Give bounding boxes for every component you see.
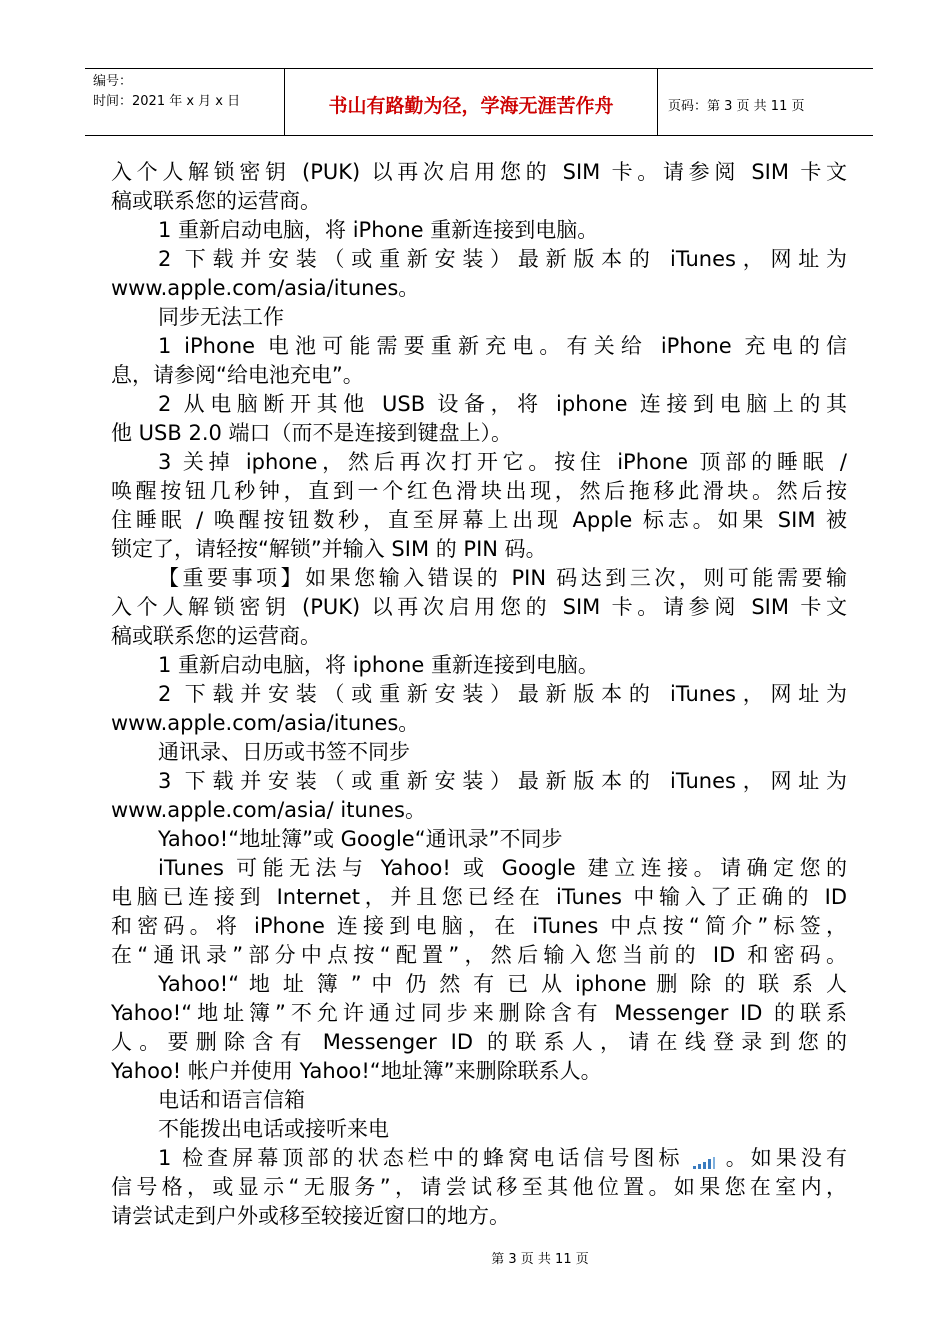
text-line: Yahoo!“ 地 址 簿 ” 中 仍 然 有 已 从 iphone 删 除 的 联 系 人 (158, 972, 847, 996)
text-line: Yahoo!“地址簿”不允许通过同步来删除含有 Messenger ID 的联系 (111, 1001, 847, 1025)
text-line: Yahoo! 帐户并使用 Yahoo!“地址簿”来删除联系人。 (111, 1059, 602, 1083)
text-line: 稿或联系您的运营商。 (111, 624, 321, 648)
text-line: 1 重新启动电脑，将 iPhone 重新连接到电脑。 (158, 218, 599, 242)
text-line: 住睡眠 / 唤醒按钮数秒，直至屏幕上出现 Apple 标志。如果 SIM 被 (111, 508, 847, 532)
text-line: 信号格，或显示“无服务”，请尝试移至其他位置。如果您在室内， (111, 1175, 847, 1199)
signal-line (111, 1144, 847, 1173)
header-page-label: 页码：第 3 页 共 11 页 (668, 98, 805, 114)
document-body (111, 158, 847, 1231)
header-meta-cell (85, 69, 285, 135)
text-line: 电脑已连接到 Internet，并且您已经在 iTunes 中输入了正确的 ID (111, 885, 847, 909)
signal-line-before: 1 检查屏幕顶部的状态栏中的蜂窝电话信号图标 (158, 1146, 684, 1170)
text-line: 稿或联系您的运营商。 (111, 189, 321, 213)
text-line: www.apple.com/asia/itunes。 (111, 711, 420, 735)
text-line: 2 下载并安装（或重新安装）最新版本的 iTunes，网址为 (158, 247, 847, 271)
cellular-signal-icon (692, 1149, 716, 1163)
text-line: 入个人解锁密钥 (PUK) 以再次启用您的 SIM 卡。请参阅 SIM 卡文 (111, 595, 847, 619)
text-line: 通讯录、日历或书签不同步 (158, 740, 410, 764)
page-footer: 第 3 页 共 11 页 (491, 1252, 589, 1267)
text-line: 1 iPhone 电池可能需要重新充电。有关给 iPhone 充电的信 (158, 334, 847, 358)
text-line: 请尝试走到户外或移至较接近窗口的地方。 (111, 1204, 510, 1228)
tail-lines (111, 1173, 847, 1231)
header-time-label: 时间：2021 年 x 月 x 日 (93, 94, 241, 109)
text-line: iTunes 可能无法与 Yahoo! 或 Google 建立连接。请确定您的 (158, 856, 847, 880)
text-line: 2 下载并安装（或重新安装）最新版本的 iTunes，网址为 (158, 682, 847, 706)
paragraph-lines (111, 158, 847, 1144)
text-line: 和密码。将 iPhone 连接到电脑，在 iTunes 中点按“简介”标签， (111, 914, 847, 938)
header-number-label: 编号： (93, 74, 133, 89)
text-line: 入个人解锁密钥 (PUK) 以再次启用您的 SIM 卡。请参阅 SIM 卡文 (111, 160, 847, 184)
signal-line-after: 。如果没有 (721, 1146, 847, 1170)
page-header (85, 68, 873, 136)
text-line: www.apple.com/asia/itunes。 (111, 276, 420, 300)
text-line: 锁定了，请轻按“解锁”并输入 SIM 的 PIN 码。 (111, 537, 547, 561)
text-line: 唤醒按钮几秒钟，直到一个红色滑块出现，然后拖移此滑块。然后按 (111, 479, 847, 503)
cellular-signal-icon-svg (692, 1156, 716, 1170)
text-line: 他 USB 2.0 端口（而不是连接到键盘上）。 (111, 421, 513, 445)
text-line: 3 关掉 iphone，然后再次打开它。按住 iPhone 顶部的睡眠 / (158, 450, 847, 474)
text-line: 不能拨出电话或接听来电 (158, 1117, 389, 1141)
text-line: 息，请参阅“给电池充电”。 (111, 363, 364, 387)
text-line: 【重要事项】如果您输入错误的 PIN 码达到三次，则可能需要输 (158, 566, 847, 590)
text-line: 1 重新启动电脑，将 iphone 重新连接到电脑。 (158, 653, 599, 677)
text-line: 同步无法工作 (158, 305, 284, 329)
text-line: 2 从电脑断开其他 USB 设备，将 iphone 连接到电脑上的其 (158, 392, 847, 416)
header-motto: 书山有路勤为径，学海无涯苦作舟 (285, 69, 658, 135)
text-line: Yahoo!“地址簿”或 Google“通讯录”不同步 (158, 827, 563, 851)
text-line: 电话和语言信箱 (158, 1088, 305, 1112)
text-line: 3 下载并安装（或重新安装）最新版本的 iTunes，网址为 (158, 769, 847, 793)
text-line: 在“通讯录”部分中点按“配置”，然后输入您当前的 ID 和密码。 (111, 943, 847, 967)
text-line: www.apple.com/asia/ itunes。 (111, 798, 426, 822)
text-line: 人。要删除含有 Messenger ID 的联系人，请在线登录到您的 (111, 1030, 847, 1054)
